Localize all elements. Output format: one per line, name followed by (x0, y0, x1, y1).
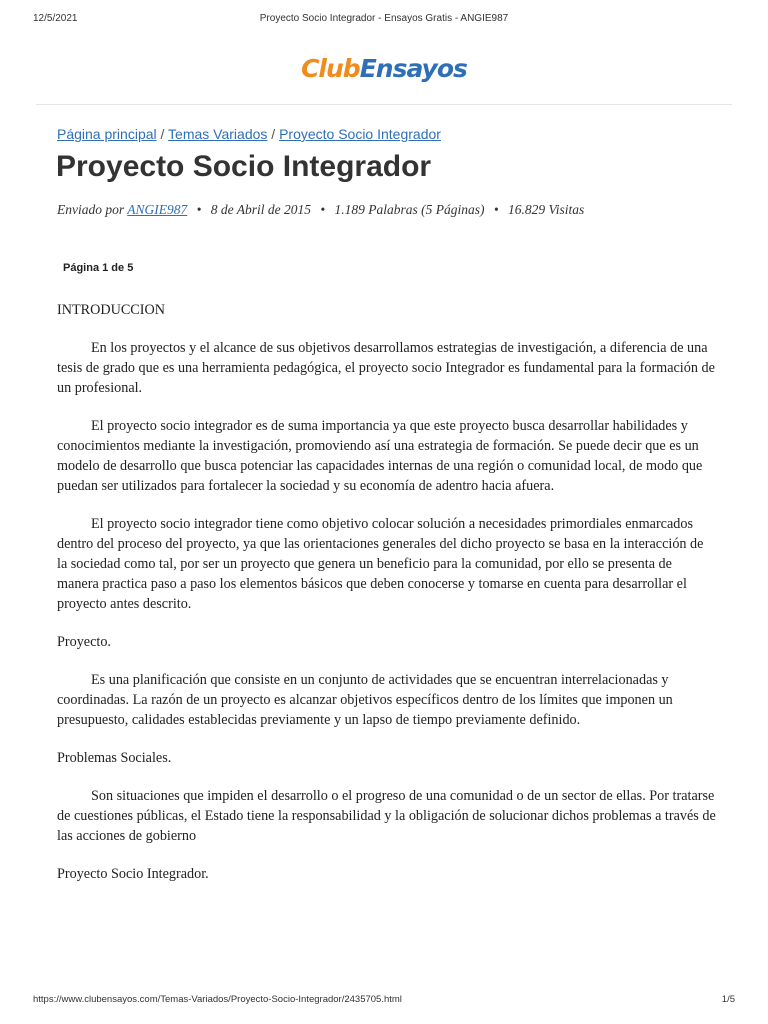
print-footer (0, 994, 768, 1014)
paragraph-2: El proyecto socio integrador es de suma importancia ya que este proyecto busca desarrollar habilidades y conocimientos mediante la investigación, promoviendo así una estrategia de formación. Se puede decir que es un modelo de desarrollo que busca potenciar las capacidades internas de una región o comunidad local, de modo que puedan ser utilizados para fortalecer la sociedad y su economía de adentro hacia afuera. (57, 418, 703, 494)
document-meta (57, 202, 584, 218)
print-date: 12/5/2021 (33, 13, 78, 24)
essay-content (57, 300, 717, 902)
paragraph-4: Es una planificación que consiste en un conjunto de actividades que se encuentran interrelacionadas y coordinadas. La razón de un proyecto es alcanzar objetivos específicos dentro de los límites que imponen un presupuesto, calidades establecidas previamente y un lapso de tiempo previamente definido. (57, 672, 673, 728)
paragraph-3: El proyecto socio integrador tiene como objetivo colocar solución a necesidades primordiales enmarcados dentro del proceso del proyecto, ya que las orientaciones generales del dicho proyecto se basa en la interacción de la sociedad como tal, por ser un proyecto que genera un beneficio para la comunidad, por ello se presenta de manera practica paso a paso los elementos básicos que deben conocerse y tomarse en cuenta para desarrollar el proyecto antes descrito. (57, 516, 704, 612)
print-header (0, 0, 768, 26)
word-count: 1.189 Palabras (5 Páginas) (334, 202, 485, 217)
page-title: Proyecto Socio Integrador (56, 150, 432, 183)
paragraph-1: En los proyectos y el alcance de sus objetivos desarrollamos estrategias de investigación, a diferencia de una tesis de grado que es una herramienta pedagógica, el proyecto socio Integrador es fundamental para la formación de un profesional. (57, 340, 715, 396)
author-link[interactable]: ANGIE987 (127, 202, 188, 217)
section-heading-proyecto: Proyecto. (57, 634, 111, 650)
section-heading-problemas: Problemas Sociales. (57, 750, 172, 766)
header-divider (36, 104, 732, 105)
section-heading-introduccion: INTRODUCCION (57, 302, 165, 318)
breadcrumb-category-link[interactable]: Temas Variados (168, 126, 268, 142)
logo-ensayos-text: Ensayos (359, 54, 467, 83)
print-url: https://www.clubensayos.com/Temas-Variados/Proyecto-Socio-Integrador/2435705.html (33, 994, 402, 1005)
paragraph-5: Son situaciones que impiden el desarrollo o el progreso de una comunidad o de un sector de ellas. Por tratarse de cuestiones públicas, el Estado tiene la responsabilidad y la obligación de solucionar dichos problemas a través de las acciones de gobierno (57, 788, 716, 844)
meta-separator: • (196, 202, 202, 217)
print-page-number: 1/5 (721, 994, 735, 1005)
sent-by-label: Enviado por (57, 202, 125, 217)
breadcrumb-home-link[interactable]: Página principal (57, 126, 157, 142)
breadcrumb (57, 126, 441, 142)
breadcrumb-separator: / (160, 126, 165, 142)
meta-separator: • (320, 202, 326, 217)
breadcrumb-current-link[interactable]: Proyecto Socio Integrador (279, 126, 441, 142)
print-title: Proyecto Socio Integrador - Ensayos Gratis - ANGIE987 (259, 13, 509, 24)
site-logo[interactable] (0, 54, 768, 83)
breadcrumb-separator: / (271, 126, 276, 142)
visit-count: 16.829 Visitas (507, 202, 585, 217)
meta-separator: • (493, 202, 499, 217)
logo-club-text: Club (301, 54, 360, 83)
publish-date: 8 de Abril de 2015 (210, 202, 311, 217)
page-indicator: Página 1 de 5 (63, 262, 134, 274)
section-heading-proyecto-socio: Proyecto Socio Integrador. (57, 866, 209, 882)
